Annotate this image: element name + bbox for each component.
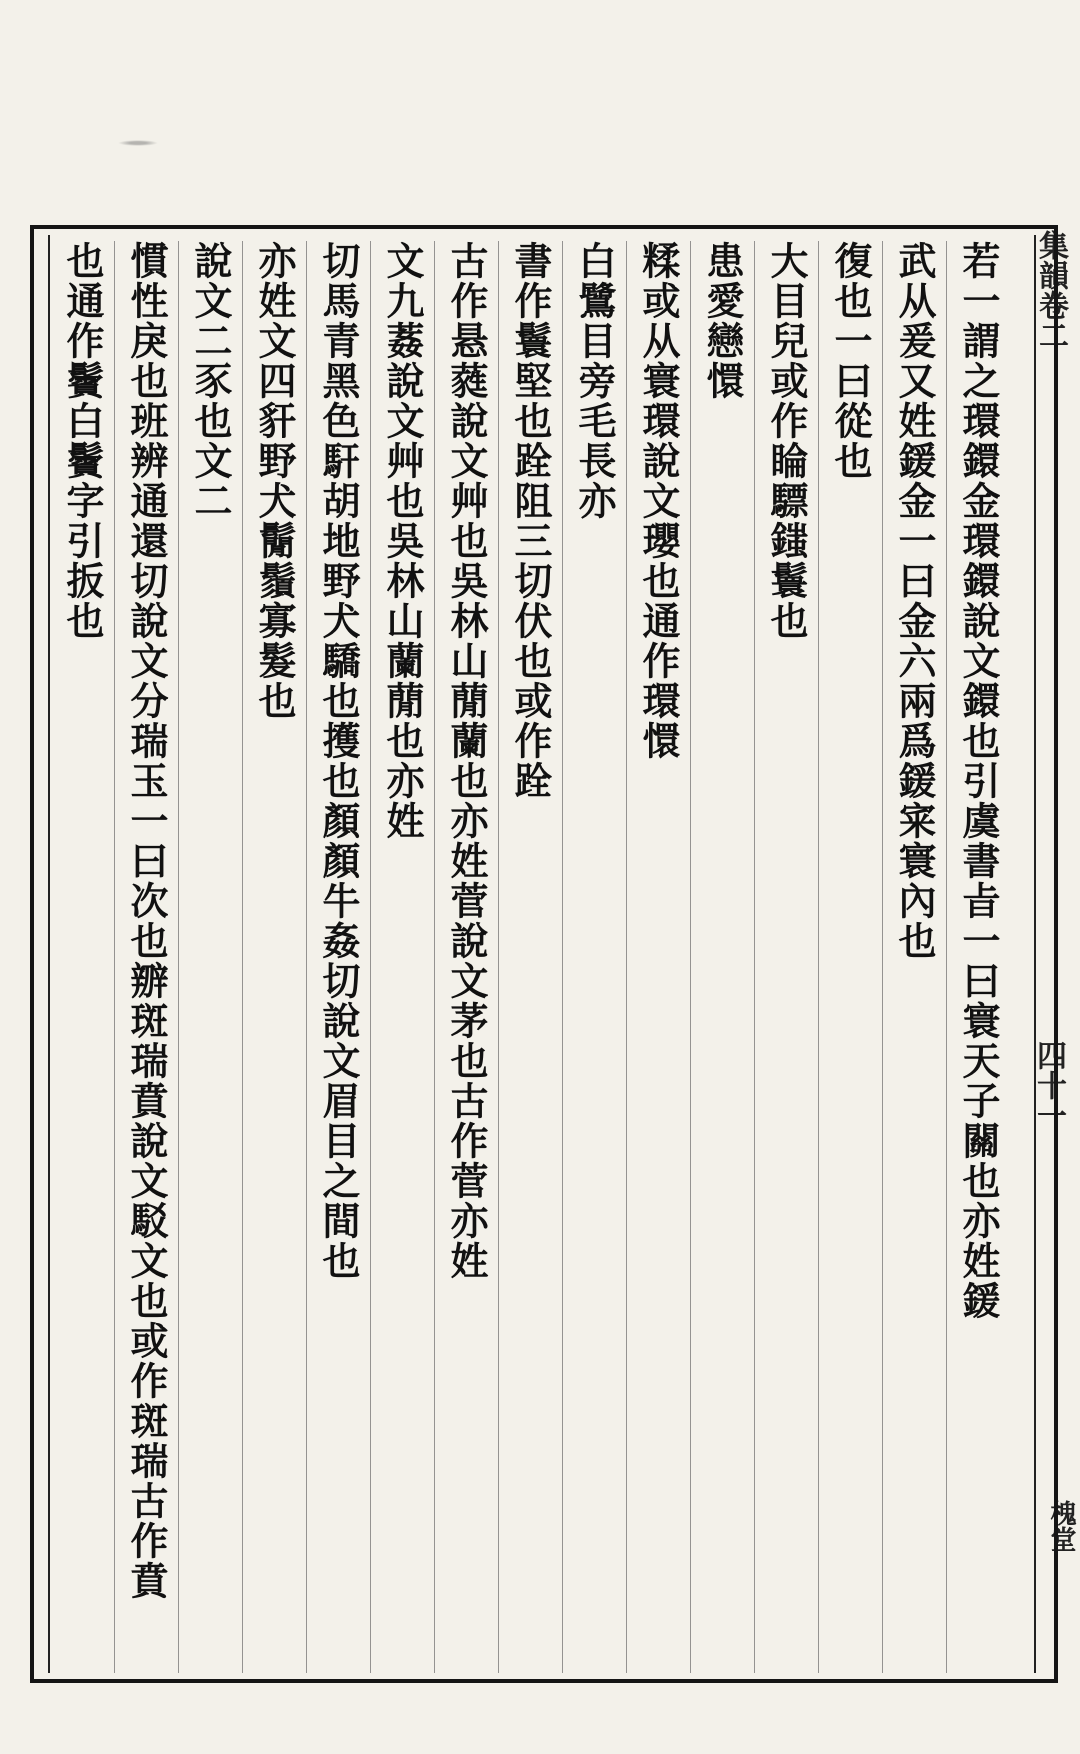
column-text: 復也一曰從也 — [828, 241, 873, 481]
text-frame — [30, 225, 1058, 1683]
folio-number: 四十一 — [1031, 1040, 1066, 1130]
text-column — [379, 241, 425, 1673]
text-column — [187, 241, 233, 1673]
text-column — [763, 241, 809, 1673]
text-column — [123, 241, 169, 1673]
column-text: 書作鬟堅也跧阻三切伏也或作跧 — [508, 241, 553, 801]
column-rule — [178, 241, 179, 1673]
column-text: 大目兒或作睔驃䥀鬟也 — [764, 241, 809, 641]
column-rule — [370, 241, 371, 1673]
column-text: 也通作鬢白鬢字引扳也 — [60, 241, 105, 641]
text-column — [955, 241, 1001, 1673]
text-column — [827, 241, 873, 1673]
text-column — [59, 241, 105, 1673]
column-rule — [498, 241, 499, 1673]
text-column — [507, 241, 553, 1673]
column-text: 糅或从寰環說文瓔也通作環懁 — [636, 241, 681, 761]
column-rule — [754, 241, 755, 1673]
column-text: 武从爰又姓鍰金一曰金六兩爲鍰宷寰內也 — [892, 241, 937, 961]
column-rule — [818, 241, 819, 1673]
edge-note: 槐堂 — [1046, 1500, 1076, 1552]
column-text: 若一謂之環鐶金環鐶說文鐶也引虞書㫖一曰寰天子關也亦姓鍰 — [956, 241, 1001, 1321]
text-column — [699, 241, 745, 1673]
text-column — [443, 241, 489, 1673]
column-rule — [306, 241, 307, 1673]
column-rule — [114, 241, 115, 1673]
column-rule — [434, 241, 435, 1673]
ink-smudge — [118, 140, 158, 146]
column-rule — [882, 241, 883, 1673]
column-text: 說文二豕也文二 — [188, 241, 233, 521]
column-text: 切馬青黑色馯胡地野犬驕也擭也顏顏牛姦切說文眉目之間也 — [316, 241, 361, 1281]
text-block — [48, 235, 1036, 1673]
column-rule — [242, 241, 243, 1673]
text-column — [571, 241, 617, 1673]
text-column — [251, 241, 297, 1673]
column-rule — [562, 241, 563, 1673]
column-rule — [626, 241, 627, 1673]
volume-caption: 集韻卷二 — [1033, 230, 1068, 350]
column-rule — [946, 241, 947, 1673]
column-rule — [690, 241, 691, 1673]
column-text: 患愛戀懁 — [700, 241, 745, 401]
column-text: 古作悬蕤說文艸也吳林山蕑蘭也亦姓菅說文茅也古作菅亦姓 — [444, 241, 489, 1281]
column-text: 慣性戾也班辨通還切說文分瑞玉一曰次也辧斑瑞賁說文駁文也或作斑瑞古作賁 — [124, 241, 169, 1601]
column-text: 白鷺目旁毛長亦 — [572, 241, 617, 521]
text-column — [635, 241, 681, 1673]
column-text: 文九葌說文艸也吳林山蘭蕑也亦姓 — [380, 241, 425, 841]
column-text: 亦姓文四豻野犬鬜鬚寡髮也 — [252, 241, 297, 721]
text-column — [315, 241, 361, 1673]
text-column — [891, 241, 937, 1673]
